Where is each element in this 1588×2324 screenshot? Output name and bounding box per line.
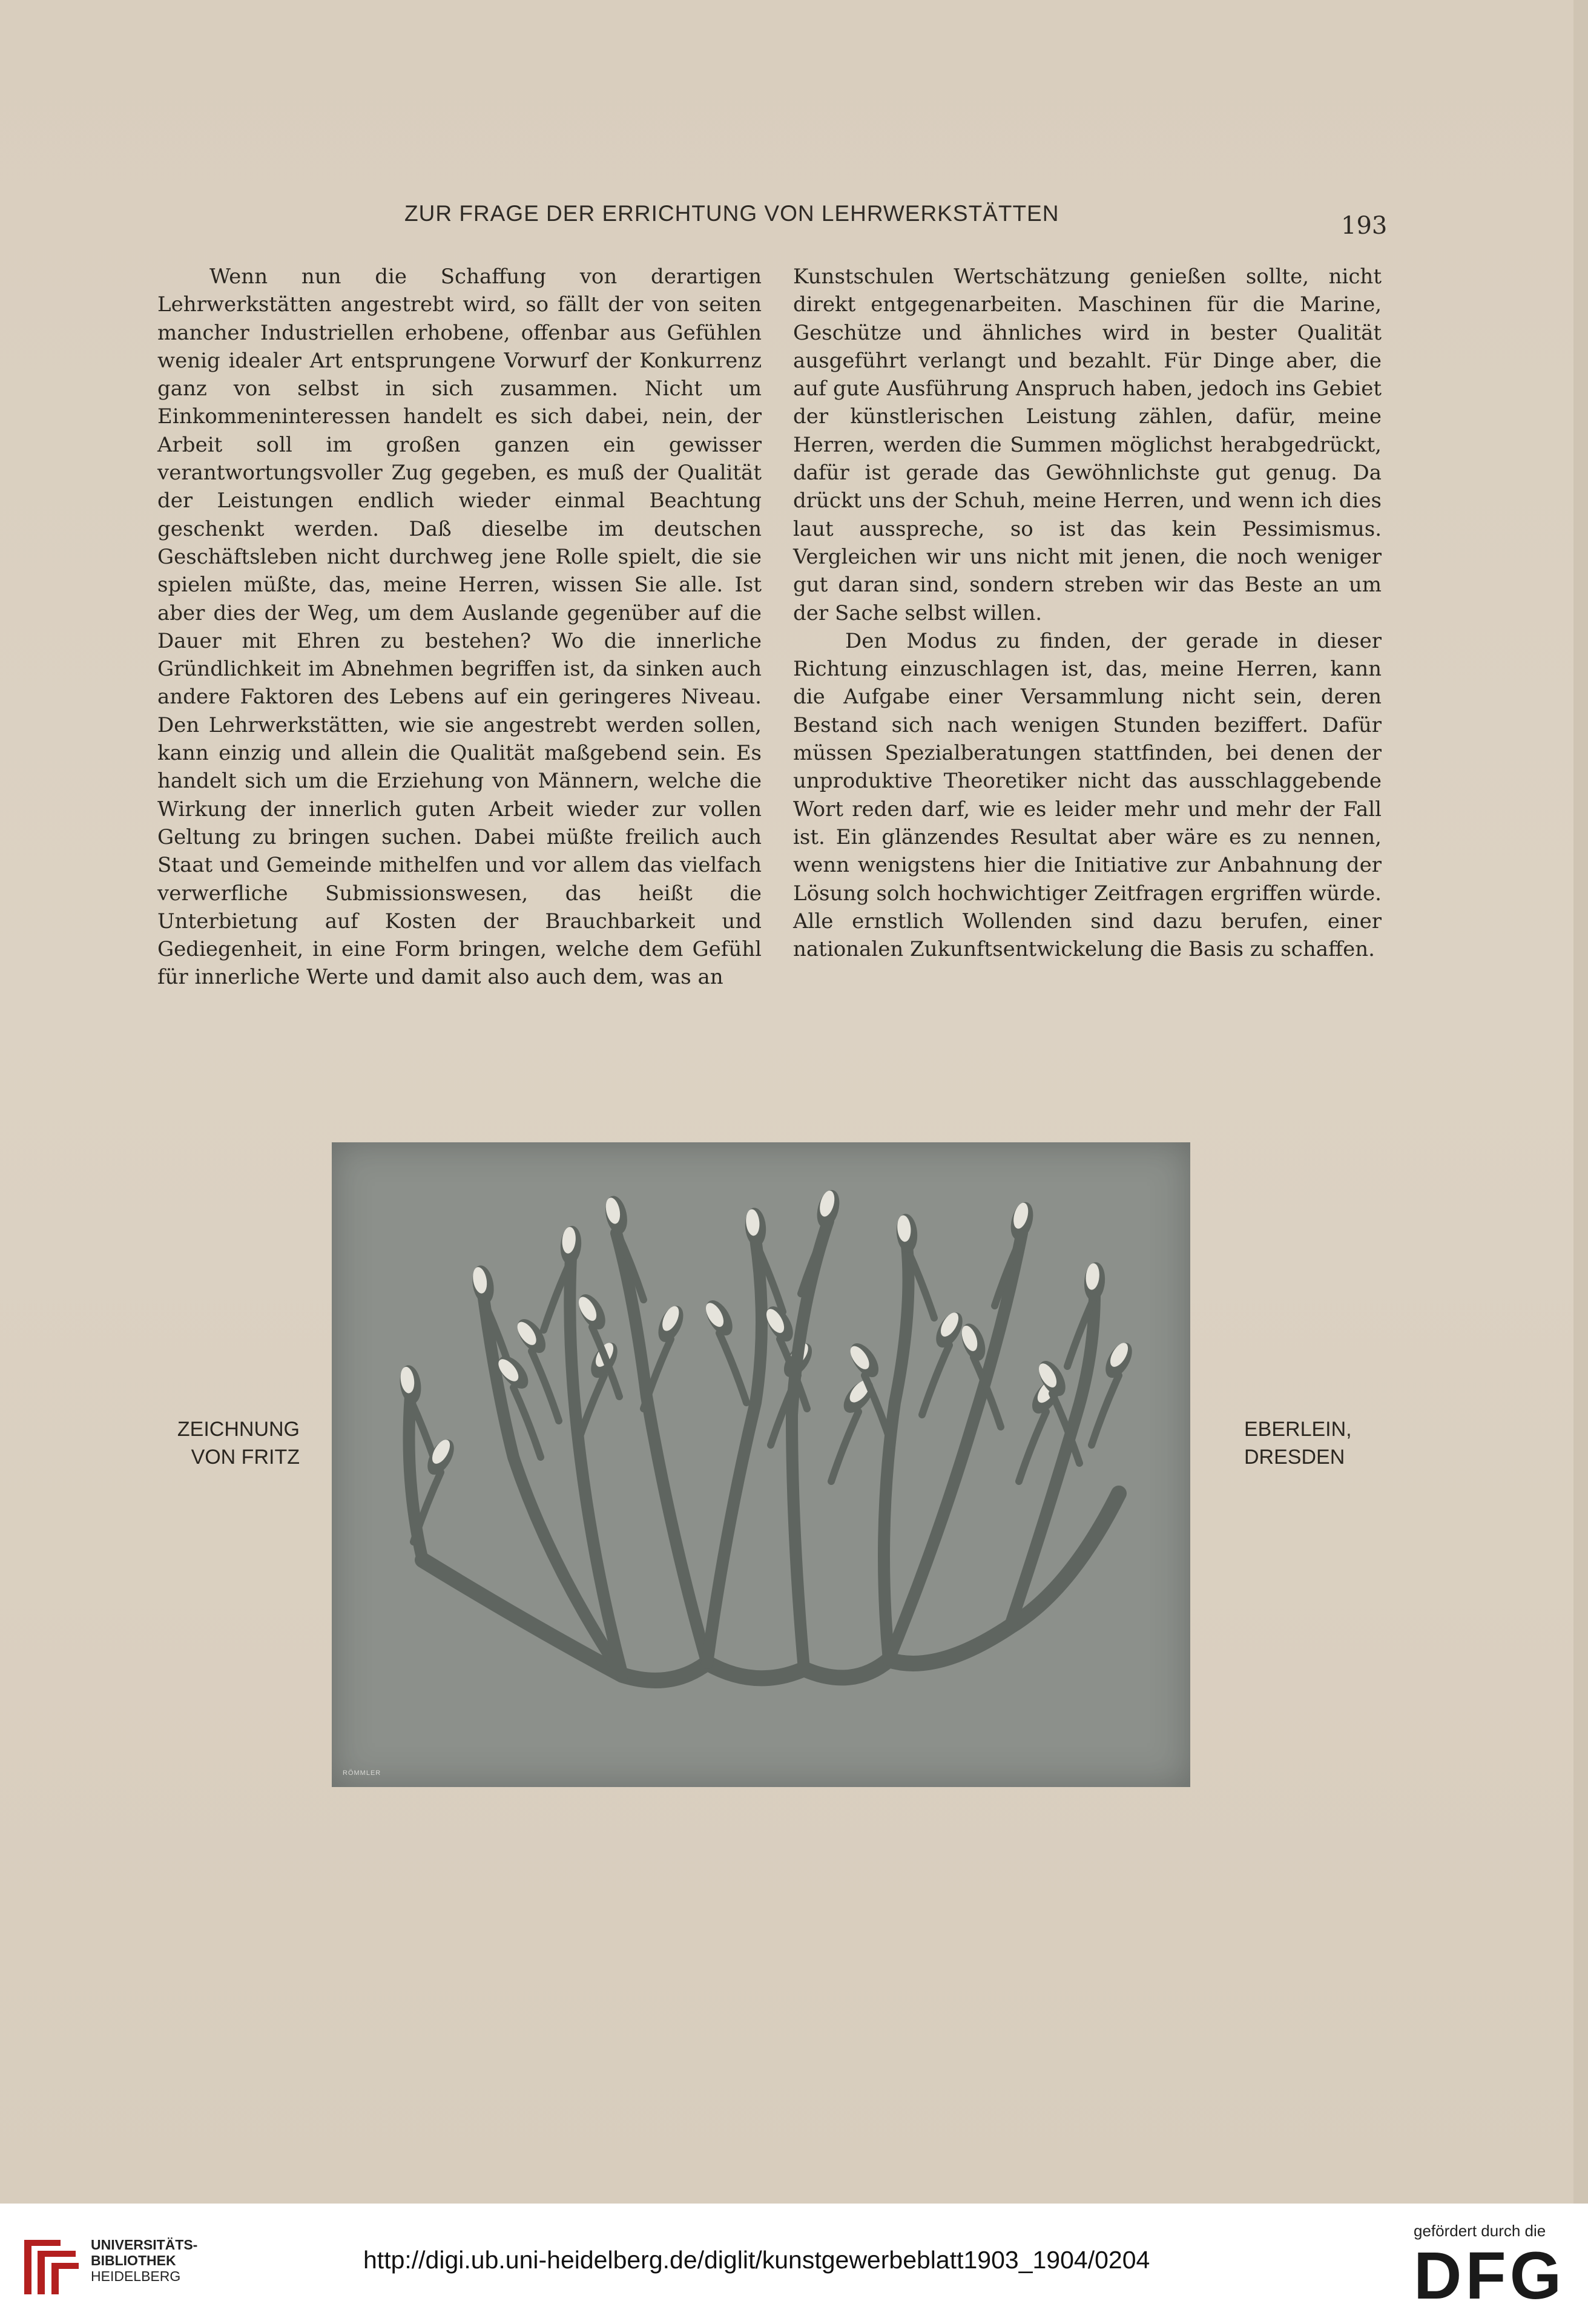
branch-stroke: [513, 1387, 541, 1457]
printer-mark: RÖMMLER: [343, 1769, 381, 1777]
catkin-bud: [602, 1194, 631, 1236]
paragraph: Kunstschulen Wertschätzung genießen sollte, nicht direkt entgegenarbeiten. Maschinen für die Marine, Geschütze und ähnliches wird in bester Qualität ausgeführt verlangt und bezahlt. Für Dinge aber, die auf gute Ausführung Anspruch haben, jedoch ins Gebiet der künstlerischen Leistung zählen, dafür, meine Herren, werden die Summen möglichst herabgedrückt, dafür ist gerade das Gewöhnlichste gut genug. Da drückt uns der Schuh, meine Herren, und wenn ich dies laut ausspreche, so ist das kein Pessimismus. Vergleichen wir uns nicht mit jenen, die noch weniger gut daran sind, sondern streben wir das Beste an um der Sache selbst willen.: [793, 265, 1382, 625]
branch-stroke: [1092, 1375, 1119, 1445]
university-library-logo-icon: [18, 2228, 85, 2300]
branch-stroke: [423, 1493, 1119, 1680]
text-column-right: [793, 263, 1382, 963]
running-title: ZUR FRAGE DER ERRICHTUNG VON LEHRWERKSTÄTTEN: [404, 201, 1059, 226]
paragraph: Den Modus zu finden, der gerade in dieser Richtung einzuschlagen ist, das, meine Herren, kann die Aufgabe einer Versammlung nicht sein, deren Bestand sich nach wenigen Stunden beziffert. Dafür müssen Spezialberatungen stattfinden, bei denen der unproduktive Theoretiker nicht das ausschlaggebende Wort reden darf, wie es leider mehr und mehr der Fall ist. Ein glänzendes Resultat aber wäre es zu nennen, wenn wenigstens hier die Initiative zur Anbahnung der Lösung solch hochwichtiger Zeitfragen ergriffen würde. Alle ernstlich Wollenden sind dazu berufen, einer nationalen Zukunftsentwickelung die Basis zu schaffen.: [793, 628, 1382, 962]
willow-catkin-drawing: [332, 1142, 1190, 1787]
caption-line: VON FRITZ: [191, 1446, 300, 1469]
catkin-bud: [470, 1264, 497, 1306]
branch-stroke: [884, 1245, 909, 1660]
catkin-bud: [813, 1188, 843, 1231]
page-edge: [1573, 0, 1588, 2204]
caption-line: ZEICHNUNG: [177, 1418, 300, 1441]
caption-line: DRESDEN: [1244, 1446, 1345, 1469]
plate-caption-right: [1244, 1415, 1402, 1471]
catkin-bud: [895, 1213, 918, 1254]
plate-caption-left: [151, 1415, 300, 1471]
catkin-bud: [559, 1225, 582, 1266]
catkin-bud: [653, 1302, 688, 1346]
funding-note: gefördert durch die: [1414, 2222, 1546, 2240]
catkin-bud: [743, 1207, 767, 1248]
page-number: 193: [1341, 212, 1388, 240]
dfg-logo: DFG: [1414, 2239, 1566, 2313]
permalink-url[interactable]: http://digi.ub.uni-heidelberg.de/diglit/kunstgewerbeblatt1903_1904/0204: [363, 2246, 1150, 2274]
text-column-left: [157, 263, 762, 992]
library-line: BIBLIOTHEK: [91, 2253, 176, 2268]
branch-stroke: [719, 1333, 746, 1403]
library-name: [91, 2237, 197, 2284]
caption-line: EBERLEIN,: [1244, 1418, 1352, 1441]
branch-stroke: [532, 1351, 559, 1421]
branch-stroke: [922, 1345, 949, 1415]
catkin-bud: [957, 1320, 990, 1364]
catkin-bud: [398, 1364, 424, 1405]
branch-stroke: [616, 1233, 707, 1663]
branch-stroke: [792, 1221, 828, 1669]
branch-stroke: [1019, 1412, 1046, 1481]
library-line: UNIVERSITÄTS-: [91, 2237, 198, 2253]
branch-stroke: [831, 1412, 858, 1481]
catkin-bud: [1082, 1262, 1106, 1302]
catkin-bud: [1007, 1200, 1036, 1243]
illustration-plate: [332, 1142, 1190, 1787]
paragraph: Wenn nun die Schaffung von derartigen Lehrwerkstätten angestrebt wird, so fällt der von seiten mancher Industriellen erhobene, offenbar aus Gefühlen wenig idealer Art entsprungene Vorwurf der Konkurrenz ganz von selbst in sich zusammen. Nicht um Einkommeninteressen handelt es sich dabei, nein, der Arbeit soll im großen ganzen ein gewisser verantwortungsvoller Zug gegeben, es muß der Qualität der Leistungen endlich wieder einmal Beachtung geschenkt werden. Daß dieselbe im deutschen Geschäftsleben nicht durchweg jene Rolle spielt, die sie spielen müßte, das, meine Herren, wissen Sie alle. Ist aber dies der Weg, um dem Auslande gegenüber auf die Dauer mit Ehren zu bestehen? Wo die innerliche Gründlichkeit im Abnehmen begriffen ist, da sinken auch andere Faktoren des Lebens auf ein geringeres Niveau. Den Lehrwerkstätten, wie sie angestrebt werden sollen, kann einzig und allein die Qualität maßgebend sein. Es handelt sich um die Erziehung von Männern, welche die Wirkung der innerlich guten Arbeit wieder zur vollen Geltung zu bringen suchen. Dabei müßte freilich auch Staat und Gemeinde mithelfen und vor allem das vielfach verwerfliche Submissionswesen, das heißt die Unterbietung auf Kosten der Brauchbarkeit und Gediegenheit, in eine Form bringen, welche dem Gefühl für innerliche Werte und damit also auch dem, was an: [157, 265, 762, 990]
library-line: HEIDELBERG: [91, 2268, 181, 2284]
